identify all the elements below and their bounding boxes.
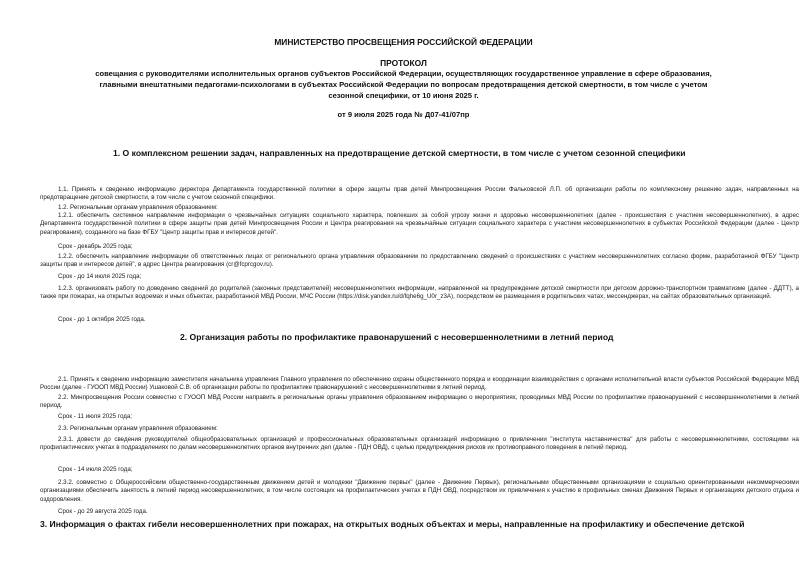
deadline-5: Срок - 14 июля 2025 года; xyxy=(58,466,133,473)
paragraph-2-3-1: 2.3.1. довести до сведения руководителей общеобразовательных организаций и профессиональных образовательных организаций информацию о привлечении "института наставничества" для работы с несовершеннолетними, состоящими на профилактических учетах в подразделениях по делам несовершеннолетних органов внутренних дел (далее - ПДН ОВД), с целью предупреждения рисков их противоправного поведения в летний период. xyxy=(40,436,799,452)
paragraph-2-1: 2.1. Принять к сведению информацию заместителя начальника управления Главного управления по обеспечению охраны общественного порядка и координации взаимодействия с органами исполнительной власти субъектов Российской Федерации МВД России (далее - ГУООП МВД России) Ушаковой С.В. об организации работы по профилактике правонарушений с несовершеннолетними в летний период. xyxy=(40,376,799,392)
paragraph-2-3: 2.3. Региональным органам управления образованием: xyxy=(58,425,218,432)
paragraph-2-2: 2.2. Минпросвещения России совместно с ГУООП МВД России направить в региональные органы управления образованием информацию о мероприятиях, проводимых МВД России по профилактике правонарушений с несовершеннолетними в летний период. xyxy=(40,394,799,410)
protocol-date-number: от 9 июля 2025 года № Д07-41/07пр xyxy=(337,110,470,119)
paragraph-1-2-1: 1.2.1. обеспечить системное направление информации о чрезвычайных ситуациях социального характера, повлекших за собой угрозу жизни и здоровью несовершеннолетних (далее - происшествия с участием несовершеннолетних), в адрес Департамента государственной политики в сфере защиты прав детей Минпросвещения России и Центра реагирования на чрезвычайные ситуации социального характера с участием несовершеннолетних в субъектах Российской Федерации (далее - Центр реагирования), созданного на базе ФГБУ "Центр защиты прав и интересов детей". xyxy=(40,212,799,236)
section-2-title: 2. Организация работы по профилактике правонарушений с несовершеннолетними в летний период xyxy=(180,332,614,342)
deadline-2: Срок - до 14 июля 2025 года; xyxy=(58,273,142,280)
paragraph-1-2-3: 1.2.3. организовать работу по доведению сведений до родителей (законных представителей) несовершеннолетних информации, направленной на предупреждение детской смертности при детском дорожно-транспортном травматизме (далее - ДДТТ), а также при пожарах, на открытых водоемах и иных объектах, разработанной МВД России, МЧС России (https://disk.yandex.ru/d/fqhe6g_U0r_z3A), посредством ее размещения в родительских чатах, мессенджерах, на сайтах образовательных организаций. xyxy=(40,285,799,301)
deadline-4: Срок - 11 июля 2025 года; xyxy=(58,413,133,420)
deadline-3: Срок - до 1 октября 2025 года. xyxy=(58,316,146,323)
deadline-1: Срок - декабрь 2025 года; xyxy=(58,243,133,250)
protocol-subtitle-line-1: совещания с руководителями исполнительных органов субъектов Российской Федерации, осуществляющих государственное управление в сфере образования, xyxy=(95,69,712,78)
paragraph-1-2: 1.2. Региональным органам управления образованием: xyxy=(58,204,218,211)
paragraph-1-1: 1.1. Принять к сведению информацию директора Департамента государственной политики в сфере защиты прав детей Минпросвещения России Фальковской Л.П. об организации работы по комплексному решению задач, направленных на предотвращение детской смертности, в том числе с учетом сезонной специфики. xyxy=(40,186,799,202)
ministry-title: МИНИСТЕРСТВО ПРОСВЕЩЕНИЯ РОССИЙСКОЙ ФЕДЕРАЦИИ xyxy=(274,37,533,47)
section-3-title: 3. Информация о фактах гибели несовершеннолетних при пожарах, на открытых водных объектах и меры, направленные на профилактику и обеспечение детской xyxy=(40,519,745,529)
document-type: ПРОТОКОЛ xyxy=(380,58,427,68)
paragraph-1-2-2: 1.2.2. обеспечить направление информации об ответственных лицах от регионального органа управления образованием по предоставлению сведений о происшествиях с участием несовершеннолетних согласно форме, разработанной ФГБУ "Центр защиты прав и интересов детей", в адрес Центра реагирования (cr@fcprcgov.ru). xyxy=(40,253,799,269)
paragraph-2-3-2: 2.3.2. совместно с Общероссийским общественно-государственным движением детей и молодежи "Движение первых" (далее - Движение Первых), региональными общественными организациями и социально ориентированными некоммерческими организациями обеспечить занятость в летний период несовершеннолетних, в том числе состоящих на профилактических учетах в ПДН ОВД, посредством их привлечения к участию в профильных сменах Движения Первых и организациях детского отдыха и оздоровления. xyxy=(40,479,799,503)
deadline-6: Срок - до 29 августа 2025 года. xyxy=(58,508,148,515)
protocol-subtitle-line-3: сезонной специфики, от 10 июня 2025 г. xyxy=(328,91,479,100)
section-1-title: 1. О комплексном решении задач, направленных на предотвращение детской смертности, в том числе с учетом сезонной специфики xyxy=(113,148,686,158)
protocol-subtitle-line-2: главными внештатными педагогами-психологами в субъектах Российской Федерации по вопросам предотвращения детской смертности, в том числе с учетом xyxy=(99,80,708,89)
